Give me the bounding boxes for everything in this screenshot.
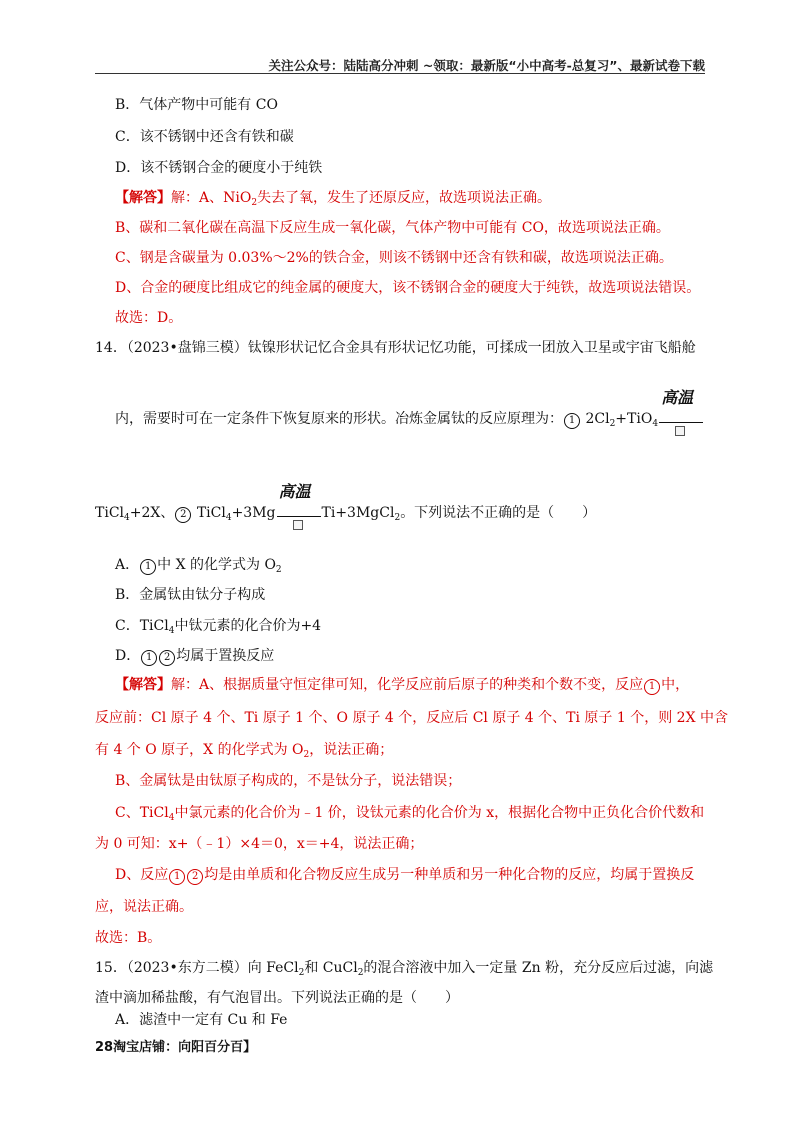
condition-label: 高温 [661, 388, 694, 407]
q15-stem-line-2: 渣中滴加稀盐酸，有气泡冒出。下列说法正确的是（ ） [95, 990, 459, 1006]
q14-answer-c2: 为 0 可知：x+（﹣1）×4＝0，x＝+4，说法正确； [95, 836, 424, 852]
reaction-condition-arrow [659, 388, 703, 429]
q14-answer-b: B、金属钛是由钛原子构成的，不是钛分子，说法错误； [115, 773, 462, 789]
q13-answer-line-c: C、钢是含碳量为 0.03%～2%的铁合金，则该不锈钢中还含有铁和碳，故选项说法正确。 [115, 250, 673, 266]
q13-option-c: C．该不锈钢中还含有铁和碳 [115, 129, 294, 145]
q14-option-c: C．TiCl$_4$中钛元素的化合价为+4 [115, 618, 322, 636]
q14-answer-line-2: 反应前：Cl 原子 4 个、Ti 原子 1 个、O 原子 4 个，反应后 Cl 原子 4 个、Ti 原子 1 个，则 2X 中含 [95, 710, 728, 726]
page-footer: 28淘宝店铺：向阳百分百】 [95, 1040, 257, 1055]
q13-answer-line-d: D、合金的硬度比组成它的纯金属的硬度大，该不锈钢合金的硬度大于纯铁，故选项说法错误。 [115, 280, 701, 296]
circle-1-marker: 1 [564, 413, 580, 429]
condition-label: 高温 [278, 482, 311, 501]
q15-option-a: A．滤渣中一定有 Cu 和 Fe [115, 1012, 288, 1028]
q14-option-a: A． 1 中 X 的化学式为 $O_2$ [115, 557, 282, 575]
placeholder-box-icon [675, 426, 685, 436]
q14-choice: 故选：B。 [95, 930, 162, 946]
q14-stem-line-2: 内，需要时可在一定条件下恢复原来的形状。冶炼金属钛的反应原理为： 1 $2Cl_2+TiO_4$ 高温 [115, 410, 704, 429]
answer-tag: 【解答】 [115, 677, 171, 693]
q13-choice: 故选：D。 [115, 310, 183, 326]
q13-answer-line-a: 【解答】解：A、NiO$_2$失去了氧，发生了还原反应，故选项说法正确。 [115, 190, 552, 208]
q14-answer-line-1: 【解答】解：A、根据质量守恒定律可知，化学反应前后原子的种类和个数不变，反应 1 中， [115, 677, 690, 693]
q13-answer-line-b: B、碳和二氧化碳在高温下反应生成一氧化碳，气体产物中可能有 CO，故选项说法正确。 [115, 220, 670, 236]
q14-option-b: B．金属钛由钛分子构成 [115, 587, 266, 603]
q13-option-d: D．该不锈钢合金的硬度小于纯铁 [115, 160, 323, 176]
q14-answer-line-3: 有 4 个 O 原子，X 的化学式为 $O_2$，说法正确； [95, 742, 394, 760]
q14-option-d: D． 1 2 均属于置换反应 [115, 648, 275, 664]
q15-stem-line-1: 15．（2023•东方二模）向 FeCl$_2$和 CuCl$_2$的混合溶液中加入一定量 Zn 粉，充分反应后过滤，向滤 [95, 960, 714, 978]
q14-stem-line-3: TiCl$_4$+2X、 2 TiCl$_4$+3Mg 高温 Ti+3MgCl$_2$。下列说法不正确的是（ ） [95, 504, 596, 523]
q14-stem-line-1: 14．（2023•盘锦三模）钛镍形状记忆合金具有形状记忆功能，可揉成一团放入卫星或宇宙飞船舱 [95, 340, 696, 356]
placeholder-box-icon [293, 520, 303, 530]
q14-answer-d2: 应，说法正确。 [95, 899, 193, 915]
q14-answer-d1: D、反应 1 2 均是由单质和化合物反应生成另一种单质和另一种化合物的反应，均属于置换反 [115, 867, 695, 883]
reaction-condition-arrow [277, 482, 321, 523]
q13-option-b: B．气体产物中可能有 CO [115, 97, 278, 113]
page-header: 关注公众号：陆陆高分冲刺 ~领取：最新版“小中高考-总复习”、最新试卷下载 [268, 58, 705, 73]
q14-answer-c1: C、TiCl$_4$中氯元素的化合价为﹣1 价，设钛元素的化合价为 x，根据化合物中正负化合价代数和 [115, 805, 705, 823]
header-divider [95, 73, 705, 74]
answer-tag: 【解答】 [115, 190, 171, 206]
circle-2-marker: 2 [175, 507, 191, 523]
